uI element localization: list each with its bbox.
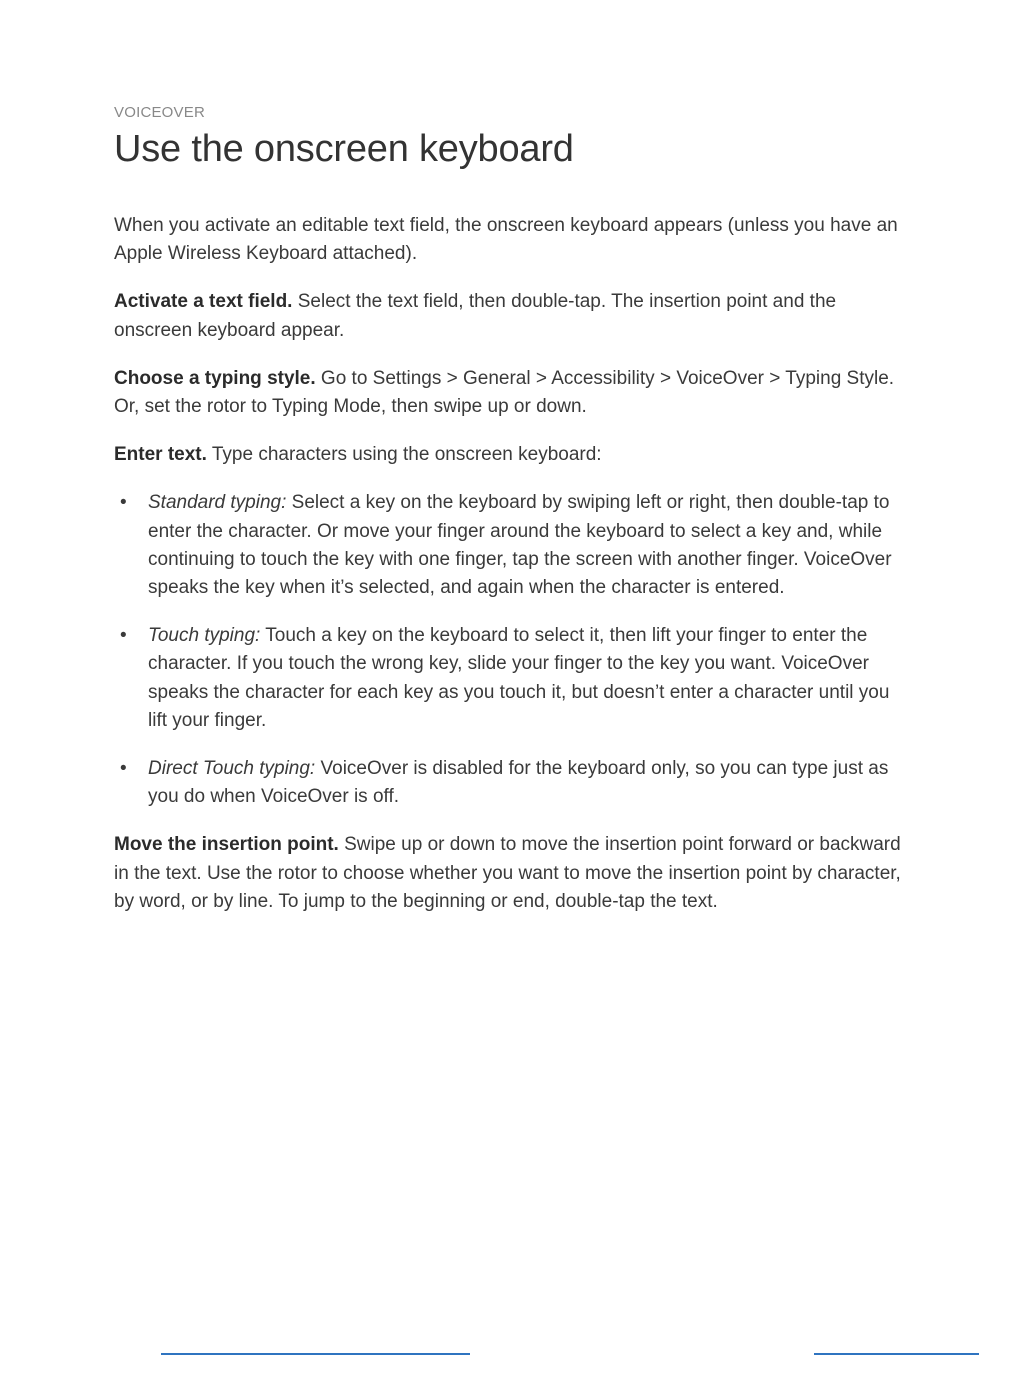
enter-text-text: Type characters using the onscreen keyboard: [206, 444, 602, 466]
list-item-lead: Standard typing: [148, 492, 287, 514]
list-item-lead: Direct Touch typing: [148, 758, 316, 780]
list-item-direct-touch-typing [114, 755, 909, 811]
activate-paragraph [114, 288, 909, 344]
typing-modes-list [114, 489, 909, 811]
list-item-lead: Touch typing: [148, 625, 261, 647]
list-item-touch-typing [114, 622, 909, 735]
typing-style-lead: Choose a typing style. [114, 367, 316, 389]
footer-link-previous[interactable] [161, 1353, 470, 1355]
list-item-text: Touch a key on the keyboard to select it, then lift your finger to enter the character. If you touch the wrong key, slide your finger to the key you want. VoiceOver speaks the character for each key as you touch it, but doesn’t enter a character until you lift your finger. [148, 625, 890, 731]
article-body [114, 212, 909, 936]
page-title: Use the onscreen keyboard [114, 128, 574, 170]
move-point-text: Swipe up or down to move the insertion point forward or backward in the text. Use the rotor to choose whether you want to move the insertion point by character, by word, or by line. To jump to the beginning or end, double-tap the text. [114, 834, 901, 912]
activate-text: Select the text field, then double-tap. The insertion point and the onscreen keyboard appear. [114, 291, 837, 341]
list-item-standard-typing [114, 489, 909, 602]
activate-lead: Activate a text field. [114, 291, 293, 313]
intro-paragraph: When you activate an editable text field, the onscreen keyboard appears (unless you have an Apple Wireless Keyboard attached). [114, 215, 898, 265]
bullet-icon: • [120, 625, 127, 647]
move-point-lead: Move the insertion point. [114, 834, 339, 856]
typing-style-paragraph [114, 365, 909, 421]
footer-link-next[interactable] [814, 1353, 979, 1355]
bullet-icon: • [120, 758, 127, 780]
enter-text-paragraph [114, 441, 909, 469]
typing-style-text: Go to Settings > General > Accessibility > VoiceOver > Typing Style. Or, set the rotor to Typing Mode, then swipe up or down. [114, 367, 895, 418]
bullet-icon: • [120, 492, 127, 514]
list-item-text: Select a key on the keyboard by swiping left or right, then double-tap to enter the character. Or move your finger around the keyboard to select a key and, while continuing to touch the key with one finger, tap the screen with another finger. VoiceOver speaks the key when it’s selected, and again when the character is entered. [148, 492, 892, 599]
move-point-paragraph [114, 831, 909, 916]
list-item-text: VoiceOver is disabled for the keyboard only, so you can type just as you do when VoiceOver is off. [148, 758, 889, 808]
section-label: VOICEOVER [114, 104, 205, 121]
enter-text-lead: Enter text. [114, 444, 207, 466]
